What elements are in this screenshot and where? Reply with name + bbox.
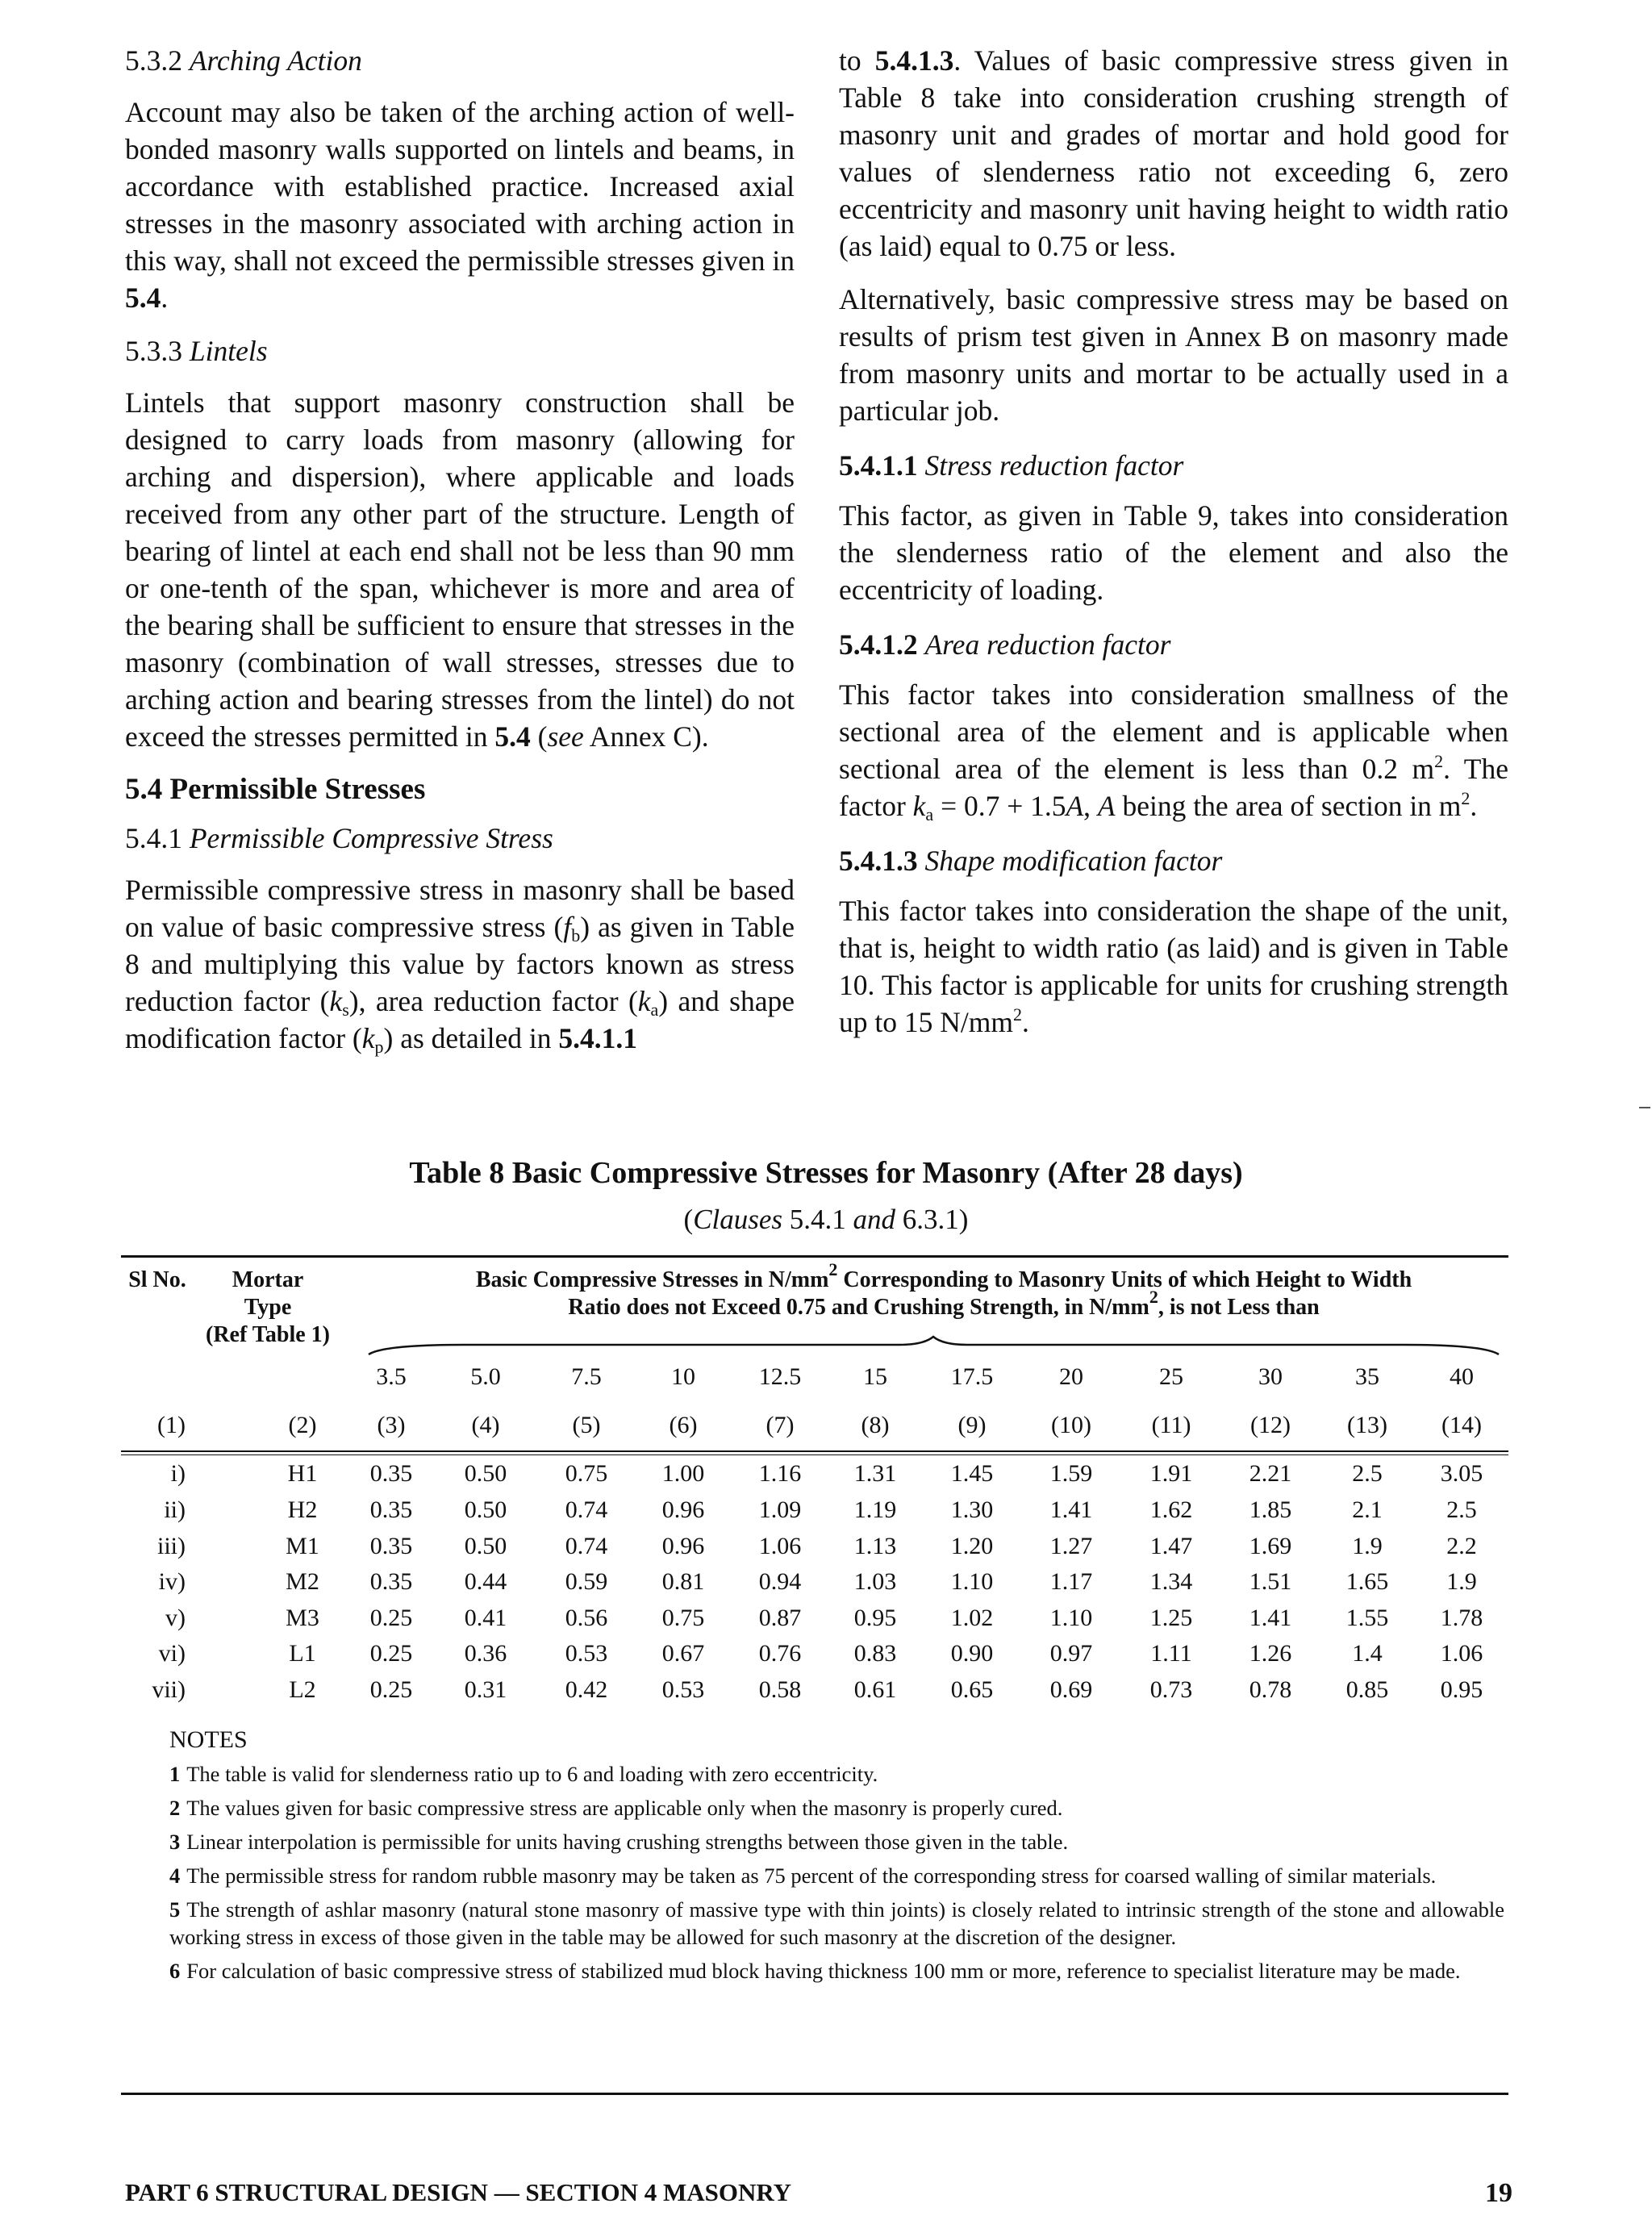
heading-5-3-2: 5.3.2 Arching Action	[125, 44, 362, 77]
stress-value-cell: 0.31	[464, 1676, 507, 1703]
column-number-cell: (3)	[377, 1412, 406, 1438]
stress-value-cell: 2.5	[1352, 1460, 1383, 1487]
stress-value-cell: 0.67	[661, 1640, 705, 1667]
page-number: 19	[1485, 2178, 1512, 2208]
stress-value-cell: 0.61	[853, 1676, 897, 1703]
stress-value-cell: 0.25	[369, 1640, 413, 1667]
note-item	[169, 1862, 1504, 1889]
stress-value-cell: 1.4	[1352, 1640, 1383, 1667]
column-number-cell: (4)	[471, 1412, 500, 1438]
sl-number-cell: vi)	[158, 1640, 186, 1667]
stress-value-cell: 0.35	[369, 1460, 413, 1487]
stress-value-cell: 0.95	[1440, 1676, 1483, 1703]
stress-value-cell: 1.02	[950, 1605, 994, 1631]
footer-title: PART 6 STRUCTURAL DESIGN — SECTION 4 MASONRY	[125, 2178, 792, 2206]
para-lintels: Lintels that support masonry construction shall be designed to carry loads from masonry (allowing for arching and dispersion), where applicable and loads received from any other part of the structure. Length of bearing of lintel at each end shall not be less than 90 mm or one-tenth of the span, whichever is more and area of the bearing shall be sufficient to ensure that stresses in the masonry (combination of wall stresses, stresses due to arching action and bearing stresses from the lintel) do not exceed the stresses permitted in 5.4 (see Annex C).	[125, 386, 795, 753]
strength-header-cell: 17.5	[950, 1363, 994, 1390]
stress-value-cell: 2.2	[1446, 1533, 1477, 1559]
strength-header-cell: 35	[1355, 1363, 1379, 1390]
stress-value-cell: 0.81	[661, 1568, 705, 1595]
stress-value-cell: 1.41	[1249, 1605, 1292, 1631]
stress-value-cell: 1.06	[758, 1533, 802, 1559]
stress-value-cell: 0.35	[369, 1568, 413, 1595]
note-item	[169, 1760, 1504, 1788]
column-number-cell: (13)	[1347, 1412, 1387, 1438]
strength-header-cell: 15	[863, 1363, 887, 1390]
heading-5-4: 5.4 Permissible Stresses	[125, 773, 426, 806]
stress-value-cell: 0.96	[661, 1496, 705, 1523]
mortar-type-cell: M3	[286, 1605, 319, 1631]
stress-value-cell: 0.90	[950, 1640, 994, 1667]
stress-value-cell: 1.16	[758, 1460, 802, 1487]
stress-value-cell: 1.25	[1149, 1605, 1193, 1631]
strength-header-cell: 7.5	[571, 1363, 602, 1390]
stress-value-cell: 0.83	[853, 1640, 897, 1667]
stress-value-cell: 1.51	[1249, 1568, 1292, 1595]
stress-value-cell: 0.35	[369, 1533, 413, 1559]
stress-value-cell: 2.21	[1249, 1460, 1292, 1487]
header-brace	[367, 1335, 1500, 1356]
table-row	[121, 1568, 1508, 1604]
stress-value-cell: 1.06	[1440, 1640, 1483, 1667]
column-number-cell: (1)	[157, 1412, 186, 1438]
column-number-cell: (2)	[288, 1412, 317, 1438]
note-item	[169, 1828, 1504, 1855]
stress-value-cell: 0.74	[565, 1496, 608, 1523]
stress-value-cell: 0.56	[565, 1605, 608, 1631]
column-number-cell: (7)	[766, 1412, 795, 1438]
stress-value-cell: 1.59	[1049, 1460, 1093, 1487]
strength-header-cell: 40	[1450, 1363, 1474, 1390]
table-title: Table 8 Basic Compressive Stresses for Masonry (After 28 days)	[409, 1156, 1243, 1190]
stress-value-cell: 0.75	[565, 1460, 608, 1487]
stress-value-cell: 0.50	[464, 1460, 507, 1487]
stress-value-cell: 0.42	[565, 1676, 608, 1703]
stress-value-cell: 0.85	[1345, 1676, 1389, 1703]
stress-value-cell: 0.59	[565, 1568, 608, 1595]
stress-value-cell: 1.11	[1150, 1640, 1192, 1667]
stress-value-cell: 1.45	[950, 1460, 994, 1487]
stress-value-cell: 0.25	[369, 1676, 413, 1703]
stress-value-cell: 1.47	[1149, 1533, 1193, 1559]
mortar-type-cell: L1	[289, 1640, 316, 1667]
heading-5-3-3: 5.3.3 Lintels	[125, 335, 268, 367]
column-number-cell: (5)	[572, 1412, 601, 1438]
stress-value-cell: 1.85	[1249, 1496, 1292, 1523]
stress-value-cell: 0.41	[464, 1605, 507, 1631]
note-number: 2	[169, 1796, 181, 1820]
mortar-type-cell: H2	[287, 1496, 318, 1523]
table-row	[121, 1676, 1508, 1712]
header-sl-no: Sl No.	[128, 1267, 186, 1292]
sl-number-cell: vii)	[152, 1676, 186, 1703]
stress-value-cell: 0.53	[661, 1676, 705, 1703]
margin-mark	[1639, 1107, 1650, 1108]
table-row	[121, 1460, 1508, 1496]
strength-header-cell: 30	[1258, 1363, 1283, 1390]
header-mortar-type: Mortar Type (Ref Table 1)	[206, 1267, 330, 1347]
stress-value-cell: 0.36	[464, 1640, 507, 1667]
heading-5-4-1-1: 5.4.1.1 Stress reduction factor	[839, 449, 1184, 482]
strength-header-cell: 20	[1059, 1363, 1083, 1390]
strength-header-cell: 12.5	[758, 1363, 802, 1390]
notes-header: NOTES	[169, 1726, 248, 1753]
heading-5-4-1-2: 5.4.1.2 Area reduction factor	[839, 628, 1171, 661]
sl-number-cell: ii)	[164, 1496, 186, 1523]
note-text: The table is valid for slenderness ratio up to 6 and loading with zero eccentricity.	[186, 1762, 878, 1786]
sl-number-cell: i)	[170, 1460, 186, 1487]
sl-number-cell: v)	[165, 1605, 186, 1631]
column-number-row	[121, 1412, 1508, 1447]
stress-value-cell: 1.9	[1446, 1568, 1477, 1595]
para-permissible-stress: Permissible compressive stress in masonry shall be based on value of basic compressive stress $(f_b)$ as given in Table 8 and multiplying this value by factors known as stress reduction factor $(k_s)$, area reduction factor $(k_a)$ and shape modification factor $(k_p)$ as detailed in 5.4.1.1	[125, 874, 795, 1057]
note-number: 1	[169, 1762, 181, 1786]
note-text: For calculation of basic compressive stress of stabilized mud block having thickness 100 mm or more, reference to specialist literature may be made.	[186, 1959, 1461, 1983]
stress-value-cell: 2.5	[1446, 1496, 1477, 1523]
stress-value-cell: 0.50	[464, 1496, 507, 1523]
stress-value-cell: 1.10	[1049, 1605, 1093, 1631]
note-text: The strength of ashlar masonry (natural stone masonry of massive type with thin joints) is closely related to intrinsic strength of the stone and allowable working stress in excess of those given in the table may be allowed for such masonry at the discretion of the designer.	[169, 1897, 1504, 1949]
para-stress-reduction: This factor, as given in Table 9, takes into consideration the slenderness ratio of the element and also the eccentricity of loading.	[839, 499, 1508, 606]
stress-value-cell: 0.65	[950, 1676, 994, 1703]
note-text: The values given for basic compressive stress are applicable only when the masonry is properly cured.	[186, 1796, 1063, 1820]
stress-value-cell: 0.73	[1149, 1676, 1193, 1703]
stress-value-cell: 0.58	[758, 1676, 802, 1703]
stress-value-cell: 1.31	[853, 1460, 897, 1487]
stress-value-cell: 1.19	[853, 1496, 897, 1523]
table-row	[121, 1640, 1508, 1676]
strength-header-cell: 3.5	[376, 1363, 407, 1390]
stress-value-cell: 0.78	[1249, 1676, 1292, 1703]
stress-value-cell: 1.26	[1249, 1640, 1292, 1667]
stress-value-cell: 1.09	[758, 1496, 802, 1523]
stress-value-cell: 0.35	[369, 1496, 413, 1523]
stress-value-cell: 1.9	[1352, 1533, 1383, 1559]
table-row	[121, 1605, 1508, 1640]
stress-value-cell: 0.96	[661, 1533, 705, 1559]
strength-header-cell: 5.0	[470, 1363, 501, 1390]
stress-value-cell: 0.76	[758, 1640, 802, 1667]
stress-value-cell: 1.00	[661, 1460, 705, 1487]
column-number-cell: (8)	[861, 1412, 890, 1438]
stress-value-cell: 1.65	[1345, 1568, 1389, 1595]
header-basic-stresses: Basic Compressive Stresses in $N/mm^2$ Corresponding to Masonry Units of which Height to Width Ratio does not Exceed 0.75 and Crushing Strength, in $N/mm^2$, is not Less than	[475, 1259, 1412, 1320]
stress-value-cell: 0.94	[758, 1568, 802, 1595]
right-column	[839, 42, 1508, 1057]
note-item	[169, 1957, 1504, 1985]
table-clauses: (Clauses 5.4.1 and 6.3.1)	[683, 1204, 969, 1235]
table-row	[121, 1533, 1508, 1568]
note-item	[169, 1794, 1504, 1822]
column-number-cell: (6)	[669, 1412, 698, 1438]
stress-value-cell: 0.95	[853, 1605, 897, 1631]
stress-value-cell: 1.69	[1249, 1533, 1292, 1559]
mortar-type-cell: M1	[286, 1533, 319, 1559]
para-alternatively: Alternatively, basic compressive stress may be based on results of prism test given in Annex B on masonry made from masonry units and mortar to be actually used in a particular job.	[839, 283, 1508, 427]
note-text: Linear interpolation is permissible for units having crushing strengths between those given in the table.	[186, 1830, 1069, 1854]
stress-value-cell: 1.10	[950, 1568, 994, 1595]
stress-value-cell: 0.87	[758, 1605, 802, 1631]
stress-value-cell: 1.27	[1049, 1533, 1093, 1559]
stress-value-cell: 1.17	[1049, 1568, 1093, 1595]
strength-header-row	[121, 1363, 1508, 1399]
para-continuation: to 5.4.1.3. Values of basic compressive stress given in Table 8 take into consideration crushing strength of masonry unit and grades of mortar and hold good for values of slenderness ratio not exceeding 6, zero eccentricity and masonry unit having height to width ratio (as laid) equal to 0.75 or less.	[839, 44, 1509, 262]
column-number-cell: (14)	[1441, 1412, 1482, 1438]
column-number-cell: (9)	[957, 1412, 987, 1438]
para-shape-modification: This factor takes into consideration the shape of the unit, that is, height to width ratio (as laid) and is given in Table 10. This factor is applicable for units for crushing strength up to 15 $N/mm^2$.	[839, 895, 1508, 1038]
table-top-rule	[121, 1255, 1508, 1258]
mortar-type-cell: H1	[287, 1460, 318, 1487]
stress-value-cell: 1.55	[1345, 1605, 1389, 1631]
note-text: The permissible stress for random rubble masonry may be taken as 75 percent of the corresponding stress for coarsed walling of similar materials.	[186, 1863, 1437, 1888]
table-header-rule	[121, 1450, 1508, 1452]
heading-5-4-1-3: 5.4.1.3 Shape modification factor	[839, 845, 1223, 877]
mortar-type-cell: M2	[286, 1568, 319, 1595]
column-number-cell: (11)	[1151, 1412, 1191, 1438]
sl-number-cell: iii)	[157, 1533, 186, 1559]
stress-value-cell: 1.91	[1149, 1460, 1193, 1487]
stress-value-cell: 0.69	[1049, 1676, 1093, 1703]
stress-value-cell: 1.78	[1440, 1605, 1483, 1631]
left-column	[125, 42, 795, 1073]
stress-value-cell: 0.50	[464, 1533, 507, 1559]
para-arching-action: Account may also be taken of the arching action of well-bonded masonry walls supported on lintels and beams, in accordance with established practice. Increased axial stresses in the masonry associated with arching action in this way, shall not exceed the permissible stresses given in 5.4.	[125, 96, 795, 314]
sl-number-cell: iv)	[158, 1568, 186, 1595]
table-header-rule-2	[121, 1454, 1508, 1455]
table-row	[121, 1496, 1508, 1532]
stress-value-cell: 1.62	[1149, 1496, 1193, 1523]
para-area-reduction: This factor takes into consideration smallness of the sectional area of the element and is applicable when sectional area of the element is less than 0.2 $m^2$. The factor $k_a = 0.7 + 1.5A$, A being the area of section in $m^2$.	[839, 678, 1508, 824]
note-number: 5	[169, 1897, 181, 1922]
stress-value-cell: 1.30	[950, 1496, 994, 1523]
strength-header-cell: 25	[1159, 1363, 1183, 1390]
stress-value-cell: 0.44	[464, 1568, 507, 1595]
stress-value-cell: 1.20	[950, 1533, 994, 1559]
column-number-cell: (12)	[1250, 1412, 1291, 1438]
stress-value-cell: 0.53	[565, 1640, 608, 1667]
stress-value-cell: 0.25	[369, 1605, 413, 1631]
note-number: 4	[169, 1863, 181, 1888]
table-notes	[169, 1726, 1504, 1991]
stress-value-cell: 1.03	[853, 1568, 897, 1595]
note-number: 3	[169, 1830, 181, 1854]
mortar-type-cell: L2	[289, 1676, 316, 1703]
stress-value-cell: 1.13	[853, 1533, 897, 1559]
stress-value-cell: 3.05	[1440, 1460, 1483, 1487]
stress-value-cell: 0.97	[1049, 1640, 1093, 1667]
stress-value-cell: 2.1	[1352, 1496, 1383, 1523]
stress-value-cell: 1.34	[1149, 1568, 1193, 1595]
note-item	[169, 1896, 1504, 1951]
page-footer	[125, 2178, 1512, 2207]
column-number-cell: (10)	[1051, 1412, 1091, 1438]
note-number: 6	[169, 1959, 181, 1983]
stress-value-cell: 0.74	[565, 1533, 608, 1559]
table-bottom-rule	[121, 2093, 1508, 2095]
stress-value-cell: 0.75	[661, 1605, 705, 1631]
strength-header-cell: 10	[671, 1363, 695, 1390]
stress-value-cell: 1.41	[1049, 1496, 1093, 1523]
heading-5-4-1: 5.4.1 Permissible Compressive Stress	[125, 822, 553, 854]
